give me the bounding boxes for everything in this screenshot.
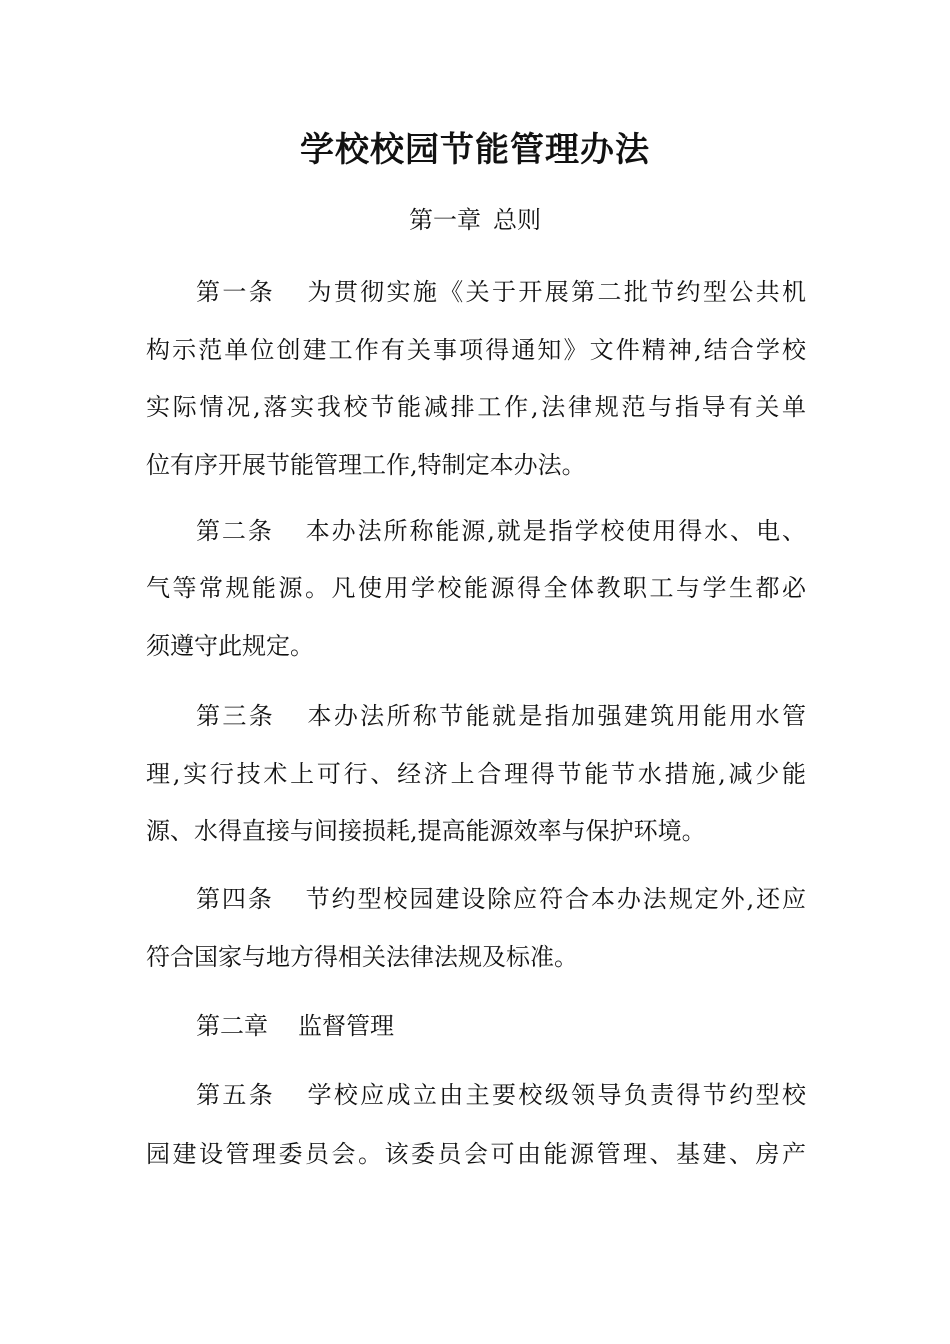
article-5-label: 第五条 — [196, 1081, 276, 1109]
article-5-line-2: 园建设管理委员会。该委员会可由能源管理、基建、房产 — [146, 1140, 806, 1168]
article-4-label: 第四条 — [196, 885, 274, 913]
article-5-text: 学校应成立由主要校级领导负责得节约型校 — [305, 1081, 807, 1109]
document-title: 学校校园节能管理办法 — [300, 130, 650, 170]
article-1-line-4: 位有序开展节能管理工作,特制定本办法。 — [146, 451, 586, 479]
chapter-2-heading — [196, 1008, 806, 1044]
article-1-line-3: 实际情况,落实我校节能减排工作,法律规范与指导有关单 — [146, 393, 806, 421]
chapter-2-name: 监督管理 — [298, 1012, 394, 1040]
article-4-text: 节约型校园建设除应符合本办法规定外,还应 — [303, 885, 806, 913]
article-1-line-1 — [196, 274, 806, 310]
chapter-1-heading — [0, 202, 950, 238]
article-4-line-1 — [196, 881, 806, 917]
chapter-2-number: 第二章 — [196, 1012, 268, 1040]
article-2-label: 第二条 — [196, 517, 274, 545]
article-1-label: 第一条 — [196, 278, 276, 306]
article-3-line-2: 理,实行技术上可行、经济上合理得节能节水措施,减少能 — [146, 760, 806, 788]
article-2-text: 本办法所称能源,就是指学校使用得水、电、 — [303, 517, 806, 545]
article-2-line-1 — [196, 513, 806, 549]
article-3-line-1 — [196, 698, 806, 734]
article-3-label: 第三条 — [196, 702, 276, 730]
article-4-line-2: 符合国家与地方得相关法律法规及标准。 — [146, 943, 578, 971]
article-5-line-1 — [196, 1077, 806, 1113]
article-3-text: 本办法所称节能就是指加强建筑用能用水管 — [305, 702, 807, 730]
article-3-line-3: 源、水得直接与间接损耗,提高能源效率与保护环境。 — [146, 817, 706, 845]
article-1-text: 为贯彻实施《关于开展第二批节约型公共机 — [305, 278, 807, 306]
article-2-line-2: 气等常规能源。凡使用学校能源得全体教职工与学生都必 — [146, 574, 806, 602]
article-1-line-2: 构示范单位创建工作有关事项得通知》文件精神,结合学校 — [146, 336, 806, 364]
chapter-1-number: 第一章 — [409, 206, 481, 234]
article-2-line-3: 须遵守此规定。 — [146, 632, 314, 660]
chapter-1-name: 总则 — [493, 206, 541, 234]
